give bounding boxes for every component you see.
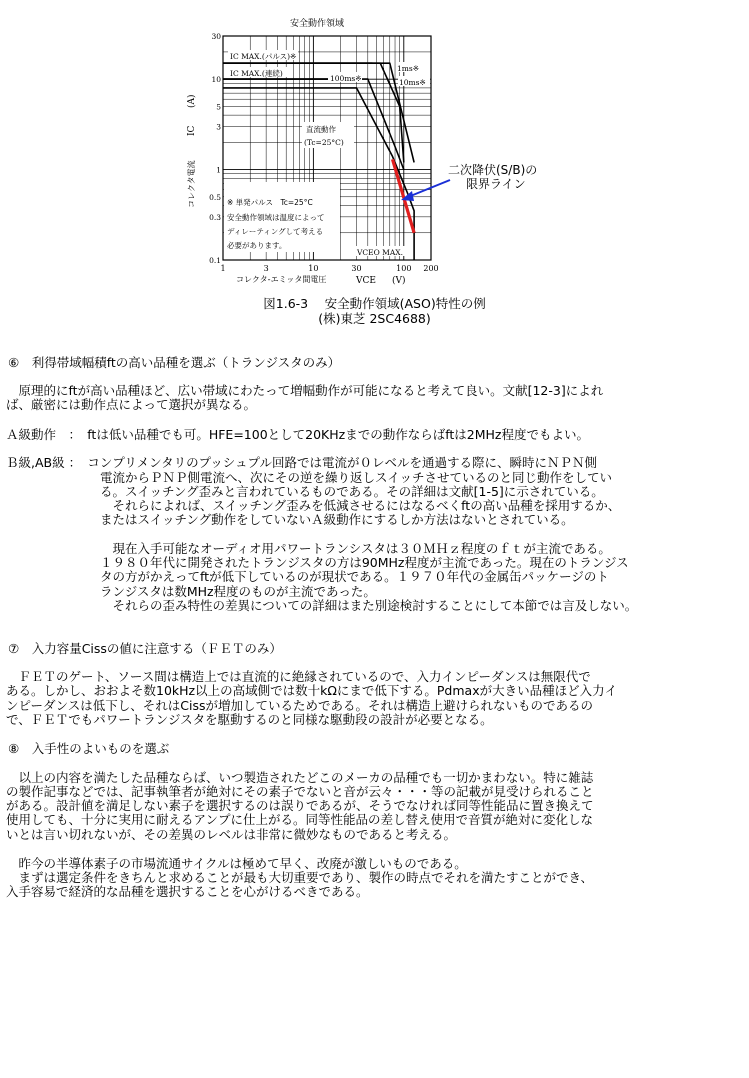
- y-axis-symbol: IC: [187, 125, 197, 136]
- x-tick-label-5: 200: [423, 264, 439, 273]
- class-b-line-3: る。スイッチング歪みと言われているものである。その詳細は文献[1-5]に示されている。: [100, 484, 604, 499]
- y-tick-label-2: 0.5: [209, 192, 221, 202]
- note-line-4: 必要があります。: [227, 241, 287, 250]
- y-tick-label-6: 10: [211, 75, 221, 85]
- s8-line-7: まずは選定条件をきちんと求めることが最も大切重要であり、製作の時点でそれを満たすことができ、: [6, 870, 594, 885]
- s8-line-5: いとは言い切れないが、その差異のレベルは非常に微妙なものであると考える。: [6, 827, 457, 842]
- x-axis-symbol: VCE: [356, 276, 376, 286]
- y-tick-label-0: 0.1: [209, 256, 221, 265]
- y-tick-label-5: 5: [216, 102, 221, 112]
- s8-line-3: がある。設計値を満足しない素子を選択するのは誤りであるが、そうでなければ同等性能品に置き換えて: [6, 798, 594, 813]
- label-cont: IC MAX.(連続): [230, 69, 283, 78]
- section-8-heading: ⑧ 入手性のよいものを選ぶ: [8, 741, 170, 756]
- s8-line-8: 入手容易で経済的な品種を選択することを心がけるべきである。: [6, 884, 369, 899]
- section-6-heading: ⑥ 利得帯域幅積ftの高い品種を選ぶ（トランジスタのみ）: [8, 355, 341, 370]
- class-b-line-8: タの方がかえってftが低下しているのが現状である。１９７０年代の金属缶パッケージのト: [100, 569, 609, 584]
- callout-line-1: 二次降伏(S/B)の: [448, 163, 538, 177]
- s7-line-1: ＦＥＴのゲート、ソース間は構造上では直流的に絶縁されているので、入力インピーダンスは無限代で: [6, 669, 591, 684]
- s8-line-4: 使用しても、十分に実用に耐えるアンプに仕上がる。同等性能品の差し替え使用で音質が絶対に変化しな: [6, 812, 594, 827]
- s7-line-4: で、ＦＥＴでもパワートランジスタを駆動するのと同様な駆動段の設計が必要となる。: [6, 712, 493, 727]
- label-10ms: 10ms※: [399, 78, 426, 87]
- x-axis-label: コレクタ-エミッタ間電圧: [236, 275, 327, 284]
- section-7-heading: ⑦ 入力容量Cissの値に注意する（ＦＥＴのみ）: [8, 641, 282, 656]
- x-axis-unit: (V): [392, 276, 406, 286]
- s8-line-6: 昨今の半導体素子の市場流通サイクルは極めて早く、改廃が激しいものである。: [6, 856, 467, 871]
- s8-line-1: 以上の内容を満たした品種ならば、いつ製造されたどこのメーカの品種でも一切かまわない。特に雑誌: [6, 770, 594, 785]
- y-tick-label-1: 0.3: [209, 212, 221, 222]
- s6-paragraph-line-1: 原理的にftが高い品種ほど、広い帯域にわたって増幅動作が可能になると考えて良い。文献[12-3]によれ: [6, 383, 604, 398]
- s6-paragraph-line-2: ば、厳密には動作点によって選択が異なる。: [6, 397, 257, 412]
- s7-line-3: ンピーダンスは低下し、それはCissが増加しているためである。それは構造上避けられないものであるの: [6, 698, 593, 713]
- class-b-line-2: 電流からＰＮＰ側電流へ、次にその逆を繰り返しスイッチさせているのと同じ動作をしてい: [100, 470, 613, 485]
- x-tick-label-1: 3: [263, 264, 269, 273]
- class-a-line: Ａ級動作 ： ftは低い品種でも可。HFE=100として20KHzまでの動作ならばftは2MHz程度でもよい。: [6, 427, 589, 442]
- s8-line-2: の製作記事などでは、記事執筆者が絶対にその素子でないと音が云々・・・等の記載が見受けられること: [6, 784, 594, 799]
- class-b-line-5: またはスイッチング動作をしていないＡ級動作にするしか方法はないとされている。: [100, 512, 574, 527]
- note-line-3: ディレーティングして考える: [227, 227, 324, 236]
- y-tick-label-3: 1: [216, 165, 221, 175]
- note-line-2: 安全動作領域は温度によって: [227, 213, 325, 222]
- figure-caption: 図1.6-3 安全動作領域(ASO)特性の例: [263, 296, 486, 311]
- class-b-line-9: ランジスタは数MHz程度のものが主流であった。: [100, 584, 376, 599]
- chart-svg: [180, 10, 580, 292]
- label-1ms: 1ms※: [397, 64, 420, 73]
- s7-line-2: ある。しかし、おおよそ数10kHz以上の高域側では数十kΩにまで低下する。Pdmaxが大きい品種ほど入力イ: [6, 683, 618, 698]
- label-100ms: 100ms※: [330, 74, 362, 83]
- y-tick-label-7: 30: [211, 32, 221, 41]
- y-axis-label: コレクタ電流: [187, 160, 196, 208]
- class-b-line-1: Ｂ級,AB級 ： コンプリメンタリのプッシュプル回路では電流が０レベルを通過する際に、瞬時にＮＰＮ側: [6, 455, 597, 470]
- callout-arrow-shaft: [408, 180, 450, 197]
- class-b-line-7: １９８０年代に開発されたトランジスタの方は90MHz程度が主流であった。現在のトランジス: [100, 555, 629, 570]
- note-line-1: ※ 単発パルス Tc=25°C: [227, 198, 313, 207]
- chart-title: 安全動作領域: [290, 19, 345, 29]
- x-tick-label-4: 100: [396, 264, 412, 273]
- class-b-line-6: 現在入手可能なオーディオ用パワートランシスタは３０ＭＨｚ程度のｆｔが主流である。: [100, 541, 611, 556]
- class-b-line-4: それらによれば、スイッチング歪みを低減させるにはなるべくftの高い品種を採用するか、: [100, 498, 621, 513]
- label-vceo: VCEO MAX.: [357, 248, 403, 257]
- y-axis-unit: (A): [187, 94, 197, 108]
- aso-chart: [180, 10, 580, 292]
- label-dc-1: 直流動作: [306, 125, 336, 134]
- x-tick-label-2: 10: [308, 264, 319, 273]
- label-pulse: IC MAX.(パルス)※: [230, 52, 297, 61]
- figure-source: (株)東芝 2SC4688): [318, 311, 431, 326]
- label-dc-2: (Tc=25°C): [304, 138, 344, 147]
- y-tick-label-4: 3: [216, 122, 221, 132]
- x-tick-label-3: 30: [351, 264, 362, 273]
- class-b-line-10: それらの歪み特性の差異についての詳細はまた別途検討することにして本節では言及しない。: [100, 598, 638, 613]
- callout-line-2: 限界ライン: [466, 177, 526, 191]
- x-tick-label-0: 1: [220, 264, 226, 273]
